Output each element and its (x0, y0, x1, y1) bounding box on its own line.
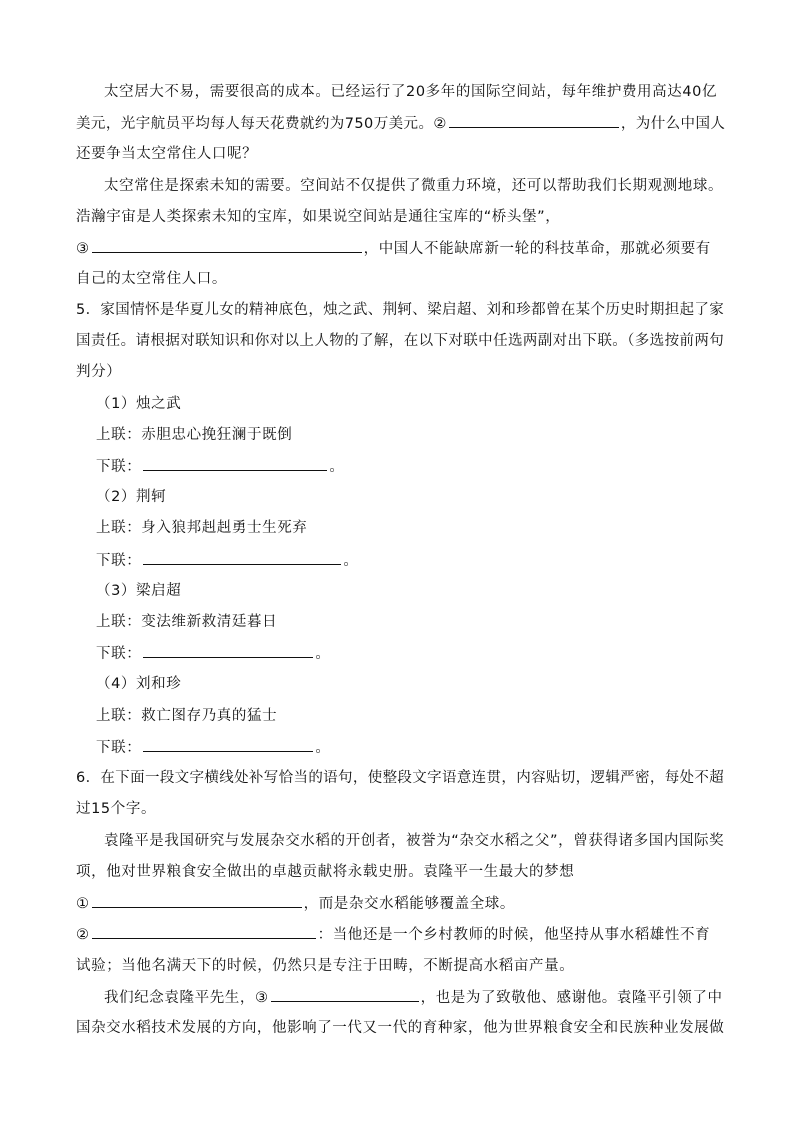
couplet-2-upper: 上联：身入狼邦赳赳勇士生死弃 (96, 520, 308, 536)
paragraph-line: 袁隆平是我国研究与发展杂交水稻的开创者，被誉为“杂交水稻之父”，曾获得诸多国内国际奖 (104, 833, 725, 849)
period: 。 (343, 553, 359, 569)
answer-blank-3[interactable] (92, 238, 362, 253)
answer-blank-2[interactable] (449, 113, 619, 128)
couplet-3-lower (96, 643, 330, 664)
paragraph-line: 自己的太空常住人口。 (76, 271, 227, 287)
question-6-stem: 6．在下面一段文字横线处补写恰当的语句，使整段文字语意连贯，内容贴切，逻辑严密，每处不超 (76, 770, 725, 786)
text-segment: ③ (76, 241, 90, 257)
q6-answer-blank-2[interactable] (92, 924, 316, 939)
text-segment: ：当他还是一个乡村教师的时候，他坚持从事水稻雄性不育 (317, 927, 711, 943)
question-5-stem: 国责任。请根据对联知识和你对以上人物的了解，在以下对联中任选两副对出下联。（多选按前两句 (76, 333, 725, 349)
lower-label: 下联： (96, 740, 142, 756)
couplet-2-answer-blank[interactable] (143, 550, 341, 565)
text-segment: ，也是为了致敬他、感谢他。袁隆平引领了中 (420, 990, 723, 1006)
paragraph-line (76, 238, 711, 259)
couplet-2-title: （2）荆轲 (96, 489, 167, 505)
paragraph-line: 国杂交水稻技术发展的方向，他影响了一代又一代的育种家，他为世界粮食安全和民族种业发展做 (76, 1020, 725, 1036)
paragraph-line (76, 113, 725, 134)
text-segment: 美元，光宇航员平均每人每天花费就约为750万美元。② (76, 116, 447, 132)
q6-answer-blank-3[interactable] (271, 987, 419, 1002)
text-segment: ，为什么中国人 (620, 116, 726, 132)
period: 。 (315, 740, 331, 756)
text-segment: ② (76, 927, 90, 943)
couplet-3-upper: 上联：变法维新救清廷暮日 (96, 614, 278, 630)
paragraph-line: 太空常住是探索未知的需要。空间站不仅提供了微重力环境，还可以帮助我们长期观测地球。 (104, 178, 724, 194)
paragraph-line: 还要争当太空常住人口呢？ (76, 146, 258, 162)
paragraph-line (76, 893, 515, 914)
couplet-4-lower (96, 737, 330, 758)
text-segment: ，而是杂交水稻能够覆盖全球。 (303, 896, 516, 912)
couplet-4-upper: 上联：救亡图存乃真的猛士 (96, 708, 278, 724)
paragraph-line (76, 924, 710, 945)
text-segment: ① (76, 896, 90, 912)
paragraph-line (104, 987, 723, 1008)
paragraph-line: 太空居大不易，需要很高的成本。已经运行了20多年的国际空间站，每年维护费用高达40亿 (104, 84, 718, 100)
couplet-2-lower (96, 550, 358, 571)
lower-label: 下联： (96, 553, 142, 569)
q6-answer-blank-1[interactable] (92, 893, 302, 908)
question-5-stem: 判分） (76, 364, 122, 380)
paragraph-line: 浩瀚宇宙是人类探索未知的宝库，如果说空间站是通往宝库的“桥头堡”， (76, 209, 561, 225)
text-segment: ，中国人不能缺席新一轮的科技革命，那就必须要有 (363, 241, 711, 257)
question-5-stem: 5．家国情怀是华夏儿女的精神底色，烛之武、荆轲、梁启超、刘和珍都曾在某个历史时期担起了家 (76, 302, 725, 318)
paragraph-line: 试验；当他名满天下的时候，仍然只是专注于田畴，不断提高水稻亩产量。 (76, 958, 575, 974)
couplet-1-title: （1）烛之武 (96, 396, 182, 412)
lower-label: 下联： (96, 459, 142, 475)
period: 。 (315, 646, 331, 662)
couplet-1-lower (96, 456, 344, 477)
couplet-4-title: （4）刘和珍 (96, 676, 182, 692)
couplet-4-answer-blank[interactable] (143, 737, 313, 752)
couplet-3-answer-blank[interactable] (143, 643, 313, 658)
couplet-3-title: （3）梁启超 (96, 583, 182, 599)
period: 。 (329, 459, 345, 475)
couplet-1-upper: 上联：赤胆忠心挽狂澜于既倒 (96, 427, 293, 443)
lower-label: 下联： (96, 646, 142, 662)
question-6-stem: 过15个字。 (76, 801, 157, 817)
text-segment: 我们纪念袁隆平先生，③ (104, 990, 269, 1006)
paragraph-line: 项，他对世界粮食安全做出的卓越贡献将永载史册。袁隆平一生最大的梦想 (76, 864, 575, 880)
couplet-1-answer-blank[interactable] (143, 456, 327, 471)
